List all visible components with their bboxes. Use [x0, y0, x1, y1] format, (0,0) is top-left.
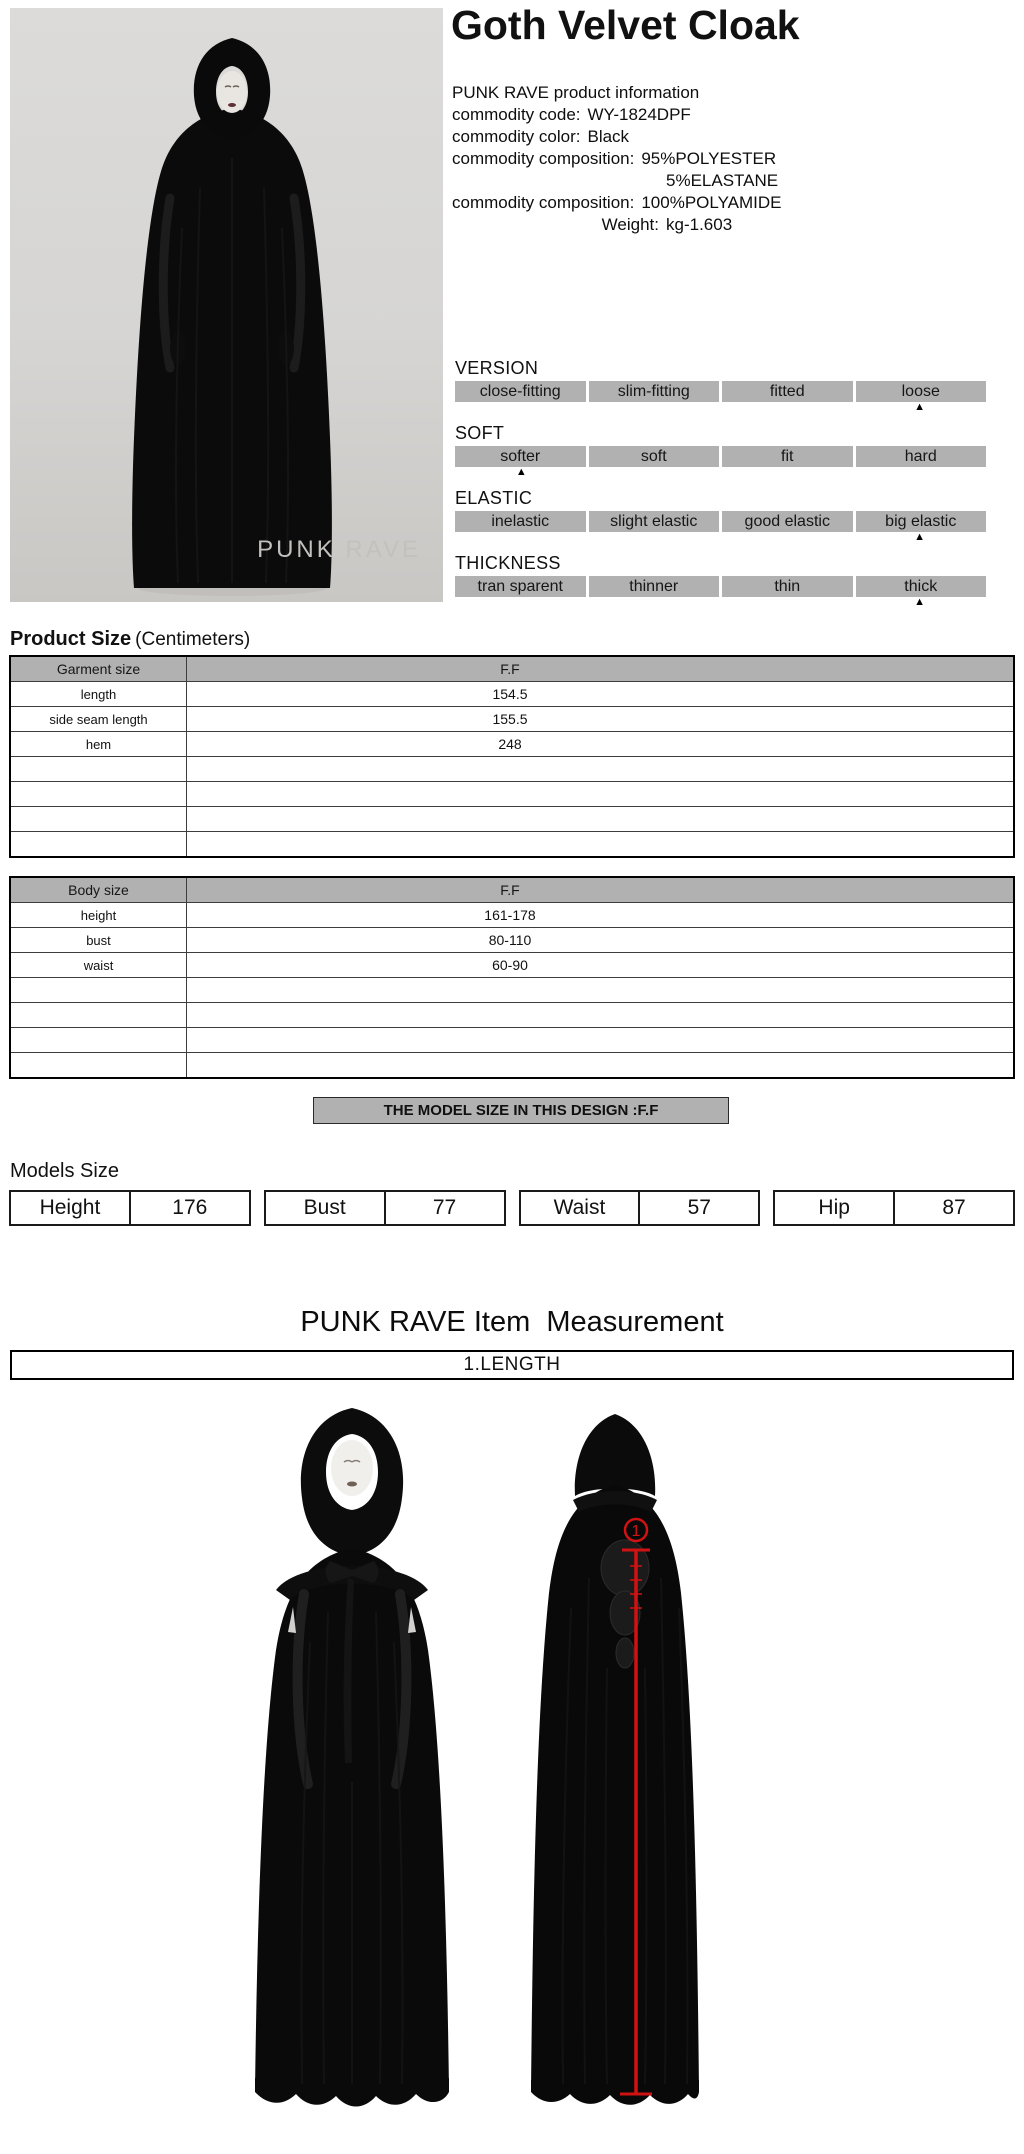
models-size-table — [9, 1190, 1015, 1226]
attr-option: slim-fitting — [589, 381, 720, 402]
brand-watermark: PUNK RAVE — [257, 536, 421, 563]
table-row — [10, 928, 1014, 953]
product-size-heading: Product Size (Centimeters) — [10, 628, 251, 650]
selection-triangle-icon: ▲ — [914, 401, 926, 413]
table-row — [10, 953, 1014, 978]
table-header-row — [10, 877, 1014, 903]
attr-title-thickness: THICKNESS — [455, 553, 561, 573]
model-stat-value: 57 — [638, 1192, 758, 1224]
model-stat-height — [9, 1190, 251, 1226]
attr-option: thinner — [589, 576, 720, 597]
table-header-cell: Body size — [10, 877, 187, 903]
garment-size-table — [9, 655, 1015, 858]
back-view-figure — [525, 1408, 705, 2108]
attr-options-soft — [455, 446, 986, 467]
model-stat-hip — [773, 1190, 1015, 1226]
table-cell — [10, 978, 187, 1003]
selection-triangle-icon: ▲ — [914, 596, 926, 608]
attr-option: thin — [722, 576, 853, 597]
model-figure — [10, 8, 443, 602]
table-cell — [10, 807, 187, 832]
attribute-scales — [455, 358, 986, 618]
table-cell — [10, 1028, 187, 1053]
table-cell — [187, 807, 1015, 832]
table-cell — [10, 832, 187, 858]
measurement-marker-number: 1 — [631, 1523, 641, 1540]
attr-option: fit — [722, 446, 853, 467]
attr-option: close-fitting — [455, 381, 586, 402]
info-line-code: commodity code: WY-1824DPF — [452, 105, 691, 124]
attr-option: slight elastic — [589, 511, 720, 532]
table-cell — [187, 1028, 1015, 1053]
table-header-cell: Garment size — [10, 656, 187, 682]
models-size-title: Models Size — [10, 1160, 119, 1182]
attr-group-thickness — [455, 553, 986, 610]
table-cell: 161-178 — [187, 903, 1015, 928]
table-header-cell: F.F — [187, 656, 1015, 682]
attr-group-version — [455, 358, 986, 415]
table-cell — [10, 1053, 187, 1079]
attr-option: fitted — [722, 381, 853, 402]
table-cell: hem — [10, 732, 187, 757]
table-row — [10, 978, 1014, 1003]
table-cell: waist — [10, 953, 187, 978]
attr-option: inelastic — [455, 511, 586, 532]
model-stat-label: Hip — [818, 1196, 850, 1219]
table-cell — [10, 782, 187, 807]
attr-option: tran sparent — [455, 576, 586, 597]
front-view-figure — [248, 1402, 456, 2114]
table-cell — [10, 757, 187, 782]
attr-option: thick — [856, 576, 987, 597]
table-cell — [187, 832, 1015, 858]
attr-marker-row — [455, 532, 986, 545]
table-cell: 248 — [187, 732, 1015, 757]
info-line-weight: Weight: kg-1.603 — [601, 215, 733, 234]
measurement-item-label: 1.LENGTH — [10, 1350, 1014, 1380]
attr-marker-row — [455, 402, 986, 415]
table-cell: length — [10, 682, 187, 707]
table-cell: 154.5 — [187, 682, 1015, 707]
info-line-composition-2: 5%ELASTANE — [666, 171, 779, 190]
table-cell: 80-110 — [187, 928, 1015, 953]
table-cell: 155.5 — [187, 707, 1015, 732]
table-header-cell: F.F — [187, 877, 1015, 903]
attr-option: soft — [589, 446, 720, 467]
attr-option: big elastic — [856, 511, 987, 532]
table-row — [10, 903, 1014, 928]
table-cell — [10, 1003, 187, 1028]
model-stat-label: Waist — [553, 1196, 606, 1219]
info-line-composition-3: commodity composition: 100%POLYAMIDE — [452, 193, 782, 212]
model-stat-value: 176 — [129, 1192, 249, 1224]
attr-group-soft — [455, 423, 986, 480]
table-row — [10, 1003, 1014, 1028]
attr-option: loose — [856, 381, 987, 402]
attr-option: hard — [856, 446, 987, 467]
table-row — [10, 832, 1014, 858]
info-line-color: commodity color: Black — [452, 127, 630, 146]
attr-option: softer — [455, 446, 586, 467]
attr-marker-row — [455, 597, 986, 610]
table-row — [10, 807, 1014, 832]
table-row — [10, 1053, 1014, 1079]
attr-options-thickness — [455, 576, 986, 597]
product-info-header: PUNK RAVE product information — [452, 83, 700, 102]
measurement-heading: PUNK RAVE Item Measurement — [300, 1306, 724, 1338]
table-row — [10, 1028, 1014, 1053]
table-cell: 60-90 — [187, 953, 1015, 978]
table-cell — [187, 1003, 1015, 1028]
model-stat-label: Bust — [303, 1196, 346, 1219]
product-photo — [10, 8, 443, 602]
table-cell — [187, 757, 1015, 782]
table-cell: height — [10, 903, 187, 928]
selection-triangle-icon: ▲ — [515, 466, 527, 478]
attr-title-soft: SOFT — [455, 423, 505, 443]
table-row — [10, 757, 1014, 782]
table-cell — [187, 978, 1015, 1003]
table-cell — [187, 1053, 1015, 1079]
model-stat-value: 87 — [893, 1192, 1013, 1224]
model-stat-waist — [519, 1190, 761, 1226]
table-cell: side seam length — [10, 707, 187, 732]
attr-title-elastic: ELASTIC — [455, 488, 533, 508]
attr-options-elastic — [455, 511, 986, 532]
table-row — [10, 732, 1014, 757]
model-size-note: THE MODEL SIZE IN THIS DESIGN :F.F — [313, 1097, 729, 1124]
table-row — [10, 782, 1014, 807]
model-stat-label: Height — [39, 1196, 101, 1219]
selection-triangle-icon: ▲ — [914, 531, 926, 543]
table-header-row — [10, 656, 1014, 682]
attr-marker-row — [455, 467, 986, 480]
table-row — [10, 682, 1014, 707]
attr-title-version: VERSION — [455, 358, 539, 378]
table-cell — [187, 782, 1015, 807]
page-title: Goth Velvet Cloak — [451, 2, 800, 48]
body-size-table — [9, 876, 1015, 1079]
info-line-composition-1: commodity composition: 95%POLYESTER — [452, 149, 777, 168]
attr-group-elastic — [455, 488, 986, 545]
attr-options-version — [455, 381, 986, 402]
product-info — [452, 82, 782, 236]
table-row — [10, 707, 1014, 732]
model-stat-value: 77 — [384, 1192, 504, 1224]
attr-option: good elastic — [722, 511, 853, 532]
table-cell: bust — [10, 928, 187, 953]
model-stat-bust — [264, 1190, 506, 1226]
